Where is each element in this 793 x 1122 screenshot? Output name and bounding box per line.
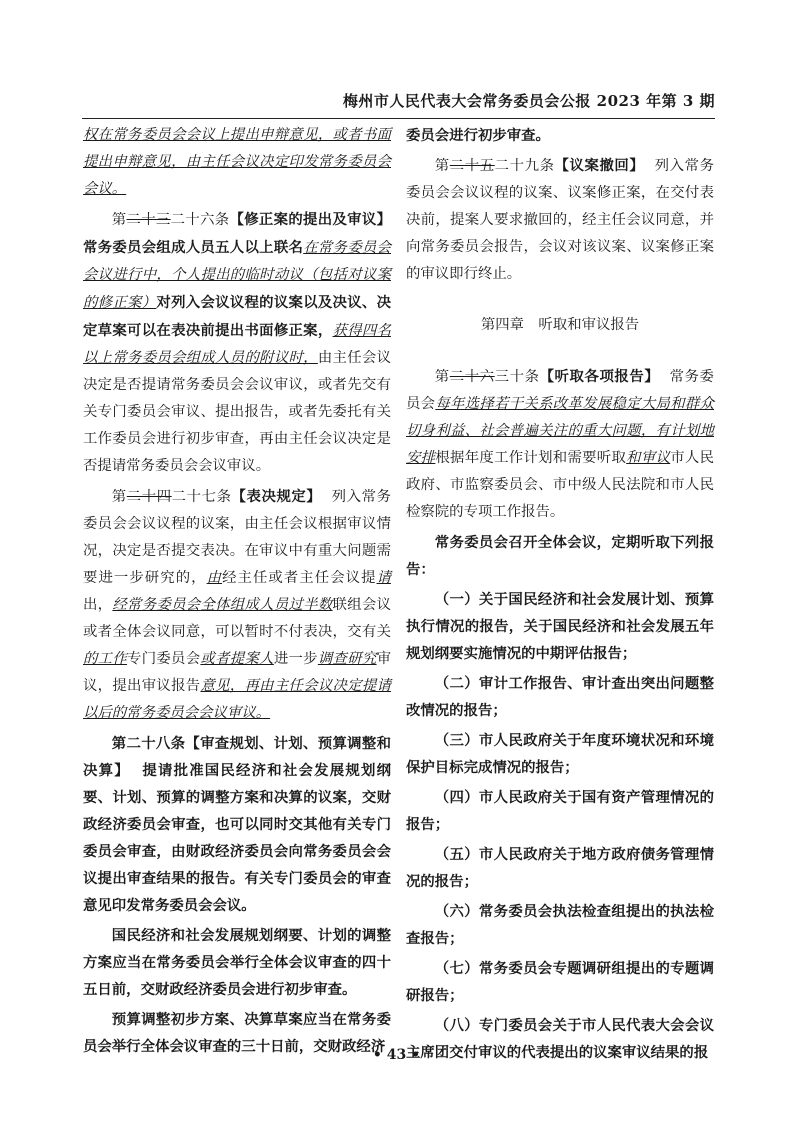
left-column (83, 122, 391, 1063)
article-title: 【修正案的提出及审议】 (229, 211, 391, 228)
paragraph: 常务委员会召开全体会议，定期听取下列报告： (406, 534, 714, 578)
article-text: 由主任会议决定是否提请常务委员会会议审议，或者先交有关专门委员会审议、提出报告，或者先委托有关工作委员会进行初步审查，再由主任会议决定是否提请常务委员会会议审议。 (83, 350, 391, 474)
paragraph: 预算调整初步方案、决算草案应当在常务委员会举行全体会议审查的三十日前，交财政经济 (83, 1011, 391, 1055)
article-text: 提请批准国民经济和社会发展规划纲要、计划、预算的调整方案和决算的议案，交财政经济委员会审查，也可以同时交其他有关专门委员会审查，由财政经济委员会向常务委员会会议提出审查结果的报告。有关专门委员会的审查意见印发常务委员会会议。 (83, 762, 391, 914)
article-text: 列入常务委员会会议议程的议案、议案修正案，在交付表决前，提案人要求撤回的，经主任会议同意，并向常务委员会报告，会议对该议案、议案修正案的审议即行终止。 (406, 158, 714, 282)
article-number: 三十条 (494, 369, 540, 385)
deleted-number: 二十六 (449, 369, 495, 385)
amended-text: 在常务委员会会议进行中，个人提出的临时动议（包括对议案的修正案） (83, 240, 391, 311)
article-28 (83, 730, 391, 919)
article-title: 【听取各项报告】 (539, 368, 660, 385)
bulletin-header: 梅州市人民代表大会常务委员会公报 2023 年第 3 期 (342, 92, 715, 110)
amended-text: 经常务委员会全体组成人员过半数 (112, 597, 333, 613)
article-text: 联组会议或者全体会议同意，可以暂时不付表决，交有关 (83, 597, 391, 640)
article-number: 二十六条 (170, 212, 230, 228)
article-text: 市人民政府、市监察委员会、市中级人民法院和市人民检察院的专项工作报告。 (406, 450, 714, 520)
article-prefix: 第 (111, 212, 127, 228)
article-text: 出， (83, 597, 113, 613)
article-text: 根据年度工作计划和需要听取 (435, 450, 627, 466)
article-prefix: 第 (434, 369, 450, 385)
header-divider (82, 118, 715, 119)
article-title: 【审查规划、计划、预算调整和决算】 (83, 735, 391, 779)
amended-text: 每年选择若干关系改革发展稳定大局和群众切身利益、社会普遍关注的重大问题，有计划地安排 (406, 396, 714, 466)
article-text: 常务委员会 (406, 369, 714, 412)
page-number: • 43 • (372, 1047, 421, 1063)
article-prefix: 第 (434, 158, 450, 174)
amended-text: 权在常务委员会会议上提出申辩意见，或者书面提出申辩意见，由主任会议决定印发常务委员会会议。 (83, 127, 391, 197)
article-text: 常务委员会组成人员五人以上联名 (83, 239, 304, 256)
amended-text: 获得四名以上常务委员会组成人员的附议时， (83, 323, 391, 366)
article-text: 专门委员会 (127, 651, 201, 667)
article-30 (406, 363, 714, 526)
list-item: （三）市人民政府关于年度环境状况和环境保护目标完成情况的报告； (406, 732, 714, 776)
amended-text: 由 (206, 570, 223, 586)
list-item: （一）关于国民经济和社会发展计划、预算执行情况的报告，关于国民经济和社会发展五年规划纲要实施情况的中期评估报告； (406, 591, 714, 662)
list-item: （五）市人民政府关于地方政府债务管理情况的报告； (406, 846, 714, 890)
article-number: 二十九条 (494, 158, 555, 174)
article-title: 【表决规定】 (231, 488, 322, 505)
article-number: 二十七条 (171, 489, 232, 505)
article-29 (406, 152, 714, 288)
amended-text: 或者提案人 (200, 651, 274, 667)
list-item: （七）常务委员会专题调研组提出的专题调研报告； (406, 960, 714, 1004)
deleted-number: 二十三 (126, 212, 171, 228)
article-text: 对列入会议议程的议案以及决议、决定草案可以在表决前提出书面修正案， (83, 294, 391, 339)
list-item: （二）审计工作报告、审计查出突出问题整改情况的报告； (406, 675, 714, 719)
article-number: 第二十八条 (111, 735, 186, 752)
amended-text: 调查研究 (317, 651, 377, 667)
amended-text: 的工作 (83, 651, 128, 667)
article-text: 审议，提出审议报告 (83, 651, 391, 694)
article-27 (83, 483, 391, 727)
list-item: （四）市人民政府关于国有资产管理情况的报告； (406, 789, 714, 833)
paragraph (83, 122, 391, 203)
article-26 (83, 206, 391, 480)
article-text: 经主任或者主任会议提 (222, 570, 377, 586)
amended-text: 意见，再由主任会议决定提请以后的常务委员会会议审议。 (83, 678, 391, 721)
list-item: （六）常务委员会执法检查组提出的执法检查报告； (406, 903, 714, 947)
article-prefix: 第 (111, 489, 127, 505)
article-title: 【议案撤回】 (554, 157, 645, 174)
chapter-heading: 第四章 听取和审议报告 (480, 317, 640, 333)
amended-text: 和审议 (626, 450, 671, 466)
deleted-number: 二十五 (449, 158, 495, 174)
list-item: （八）专门委员会关于市人民代表大会会议主席团交付审议的代表提出的议案审议结果的报 (406, 1017, 714, 1061)
article-text: 列入常务委员会会议议程的议案，由主任会议根据审议情况，决定是否提交表决。在审议中有重大问题需要进一步研究的， (83, 489, 391, 586)
article-text: 进一步 (273, 651, 318, 667)
paragraph: 国民经济和社会发展规划纲要、计划的调整方案应当在常务委员会举行全体会议审查的四十五日前，交财政经济委员会进行初步审查。 (83, 927, 391, 998)
amended-text: 请 (376, 570, 391, 586)
deleted-number: 二十四 (126, 489, 172, 505)
right-column (406, 122, 714, 1069)
paragraph: 委员会进行初步审查。 (406, 127, 550, 144)
